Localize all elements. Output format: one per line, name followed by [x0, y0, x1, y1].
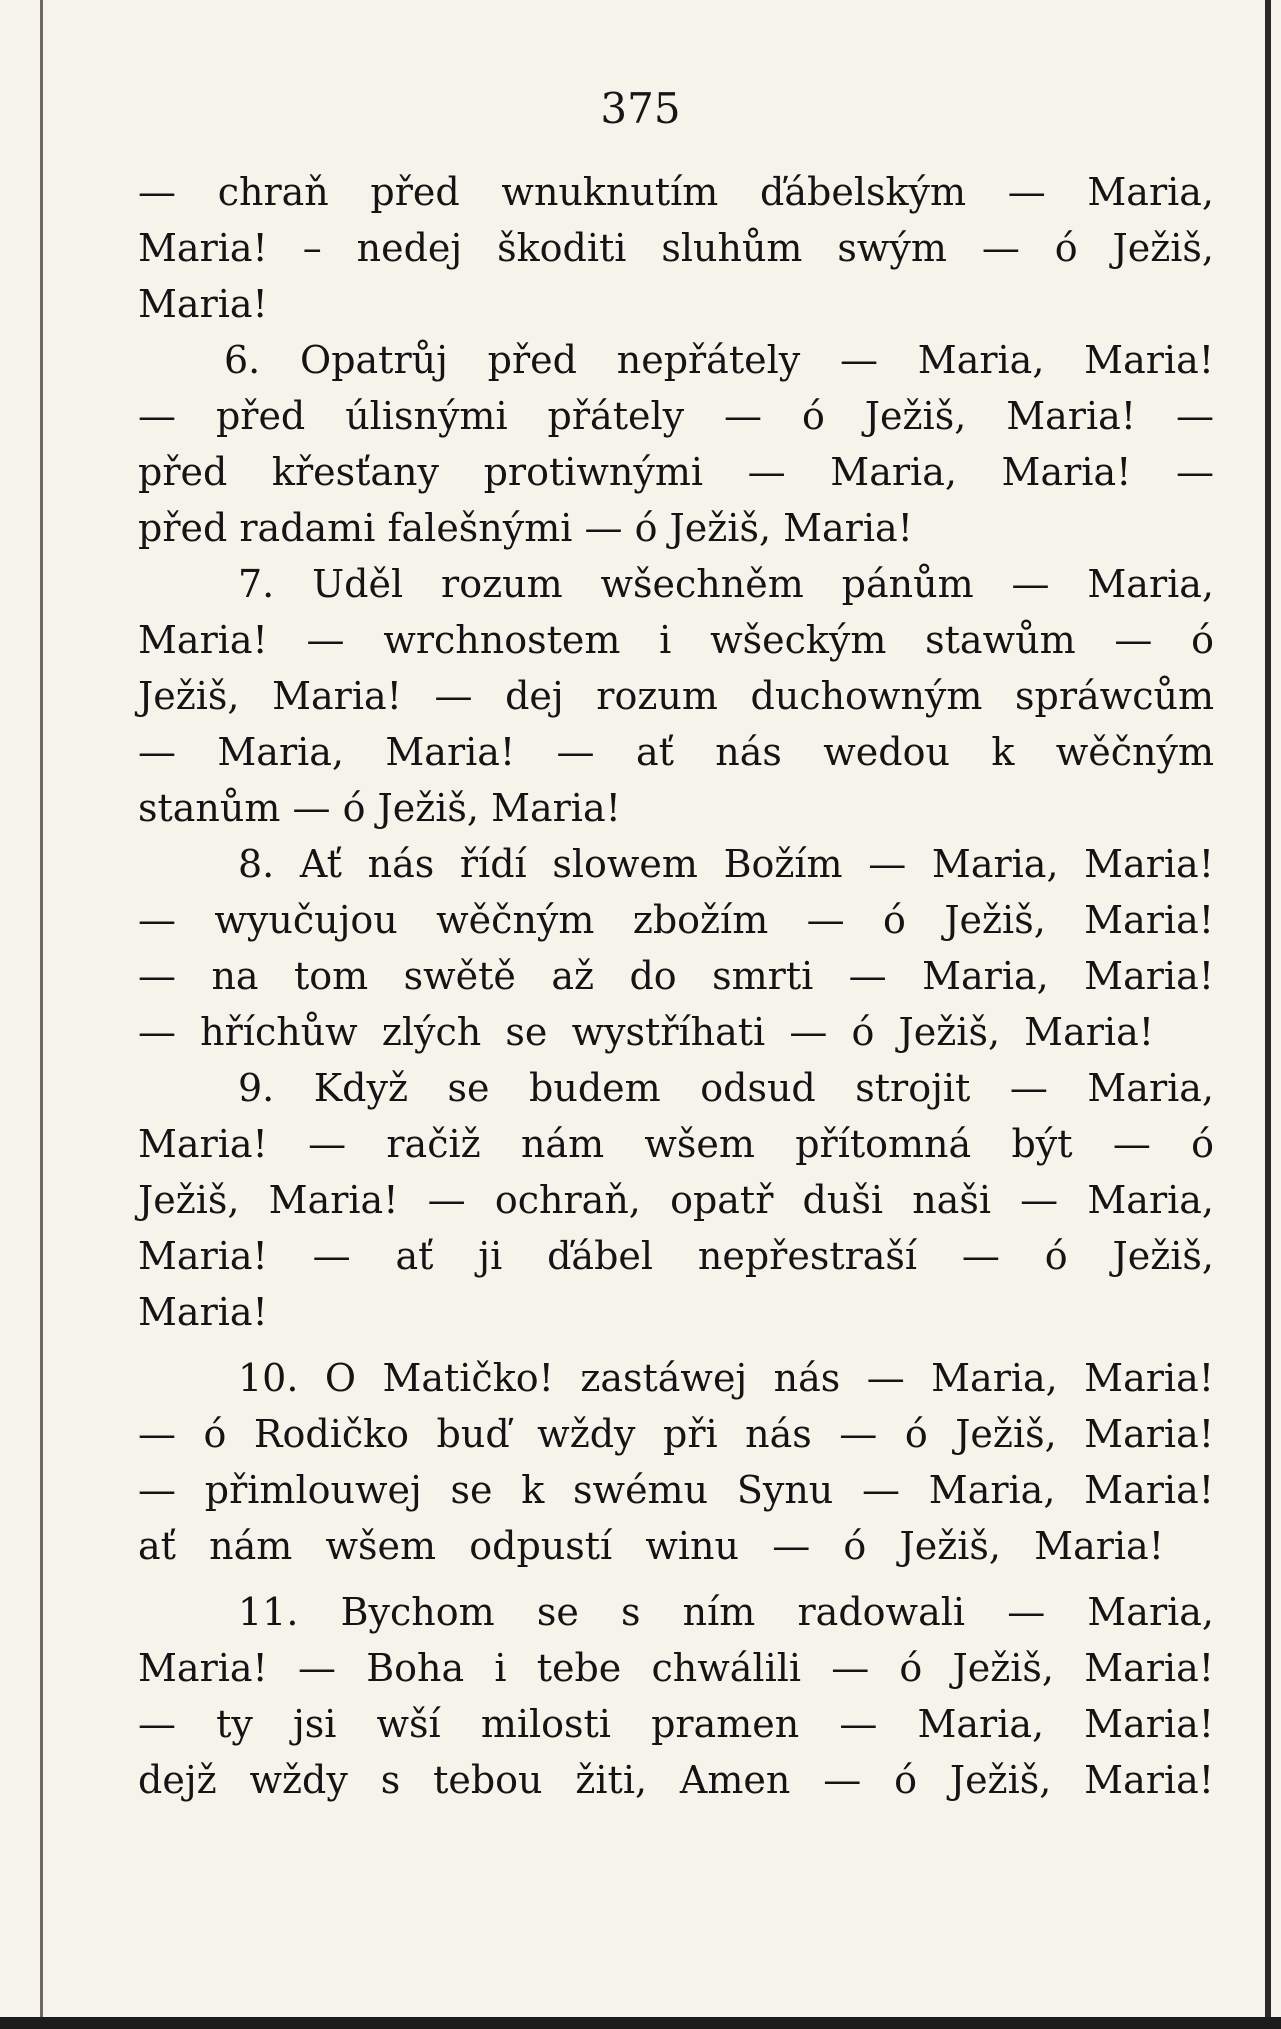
text-line: — ty jsi wší milosti pramen — Maria, Maria!: [138, 1702, 1214, 1746]
stanza-9: [138, 1060, 1214, 1116]
text-line: — hříchůw zlých se wystříhati — ó Ježiš, Maria!: [138, 1010, 1154, 1054]
stanza-8-body: [138, 892, 1214, 1060]
page-number: 375: [600, 84, 681, 133]
text-line: Maria!: [138, 1290, 268, 1334]
stanza-6: [138, 332, 1214, 388]
page-right-edge: [1265, 0, 1271, 2029]
text-line: dejž wždy s tebou žiti, Amen — ó Ježiš, Maria!: [138, 1758, 1214, 1802]
text-line: před křesťany protiwnými — Maria, Maria! —: [138, 450, 1214, 494]
text-line: 11. Bychom se s ním radowali — Maria,: [238, 1590, 1214, 1634]
text-line: ať nám wšem odpustí winu — ó Ježiš, Maria!: [138, 1524, 1164, 1568]
stanza-9-body: [138, 1116, 1214, 1340]
text-line: Ježiš, Maria! — dej rozum duchowným spráwcům: [138, 674, 1214, 718]
text-line: — chraň před wnuknutím ďábelským — Maria,: [138, 170, 1214, 214]
stanza-7: [138, 556, 1214, 612]
text-line: stanům — ó Ježiš, Maria!: [138, 786, 621, 830]
stanza-continuation: [138, 164, 1214, 332]
stanza-10: [138, 1350, 1214, 1406]
page-bottom-edge: [0, 2017, 1281, 2029]
stanza-7-body: [138, 612, 1214, 836]
text-line: před radami falešnými — ó Ježiš, Maria!: [138, 506, 913, 550]
text-line: — přimlouwej se k swému Synu — Maria, Maria!: [138, 1468, 1214, 1512]
text-line: 6. Opatrůj před nepřátely — Maria, Maria!: [224, 338, 1214, 382]
text-line: — Maria, Maria! — ať nás wedou k wěčným: [138, 730, 1214, 774]
text-line: — na tom swětě až do smrti — Maria, Maria!: [138, 954, 1214, 998]
text-line: 10. O Matičko! zastáwej nás — Maria, Maria!: [238, 1356, 1214, 1400]
text-line: 8. Ať nás řídí slowem Božím — Maria, Maria!: [238, 842, 1214, 886]
text-line: Maria! — Boha i tebe chwálili — ó Ježiš, Maria!: [138, 1646, 1214, 1690]
stanza-11-body: [138, 1640, 1214, 1808]
stanza-11: [138, 1584, 1214, 1640]
text-line: — ó Rodičko buď wždy při nás — ó Ježiš, Maria!: [138, 1412, 1214, 1456]
text-line: — před úlisnými přátely — ó Ježiš, Maria! —: [138, 394, 1214, 438]
text-line: Maria!: [138, 282, 268, 326]
text-line: Maria! — račiž nám wšem přítomná být — ó: [138, 1122, 1214, 1166]
stanza-8: [138, 836, 1214, 892]
text-line: 9. Když se budem odsud strojit — Maria,: [238, 1066, 1214, 1110]
stanza-6-body: [138, 388, 1214, 556]
text-line: Maria! — wrchnostem i wšeckým stawům — ó: [138, 618, 1214, 662]
page-left-edge: [40, 0, 43, 2029]
stanza-10-body: [138, 1406, 1214, 1574]
text-line: — wyučujou wěčným zbožím — ó Ježiš, Maria!: [138, 898, 1214, 942]
text-line: Ježiš, Maria! — ochraň, opatř duši naši — Maria,: [138, 1178, 1214, 1222]
hymn-text: [138, 164, 1214, 1808]
text-line: Maria! — ať ji ďábel nepřestraší — ó Ježiš,: [138, 1234, 1214, 1278]
text-line: Maria! – nedej škoditi sluhům swým — ó Ježiš,: [138, 226, 1214, 270]
text-line: 7. Uděl rozum wšechněm pánům — Maria,: [238, 562, 1214, 606]
